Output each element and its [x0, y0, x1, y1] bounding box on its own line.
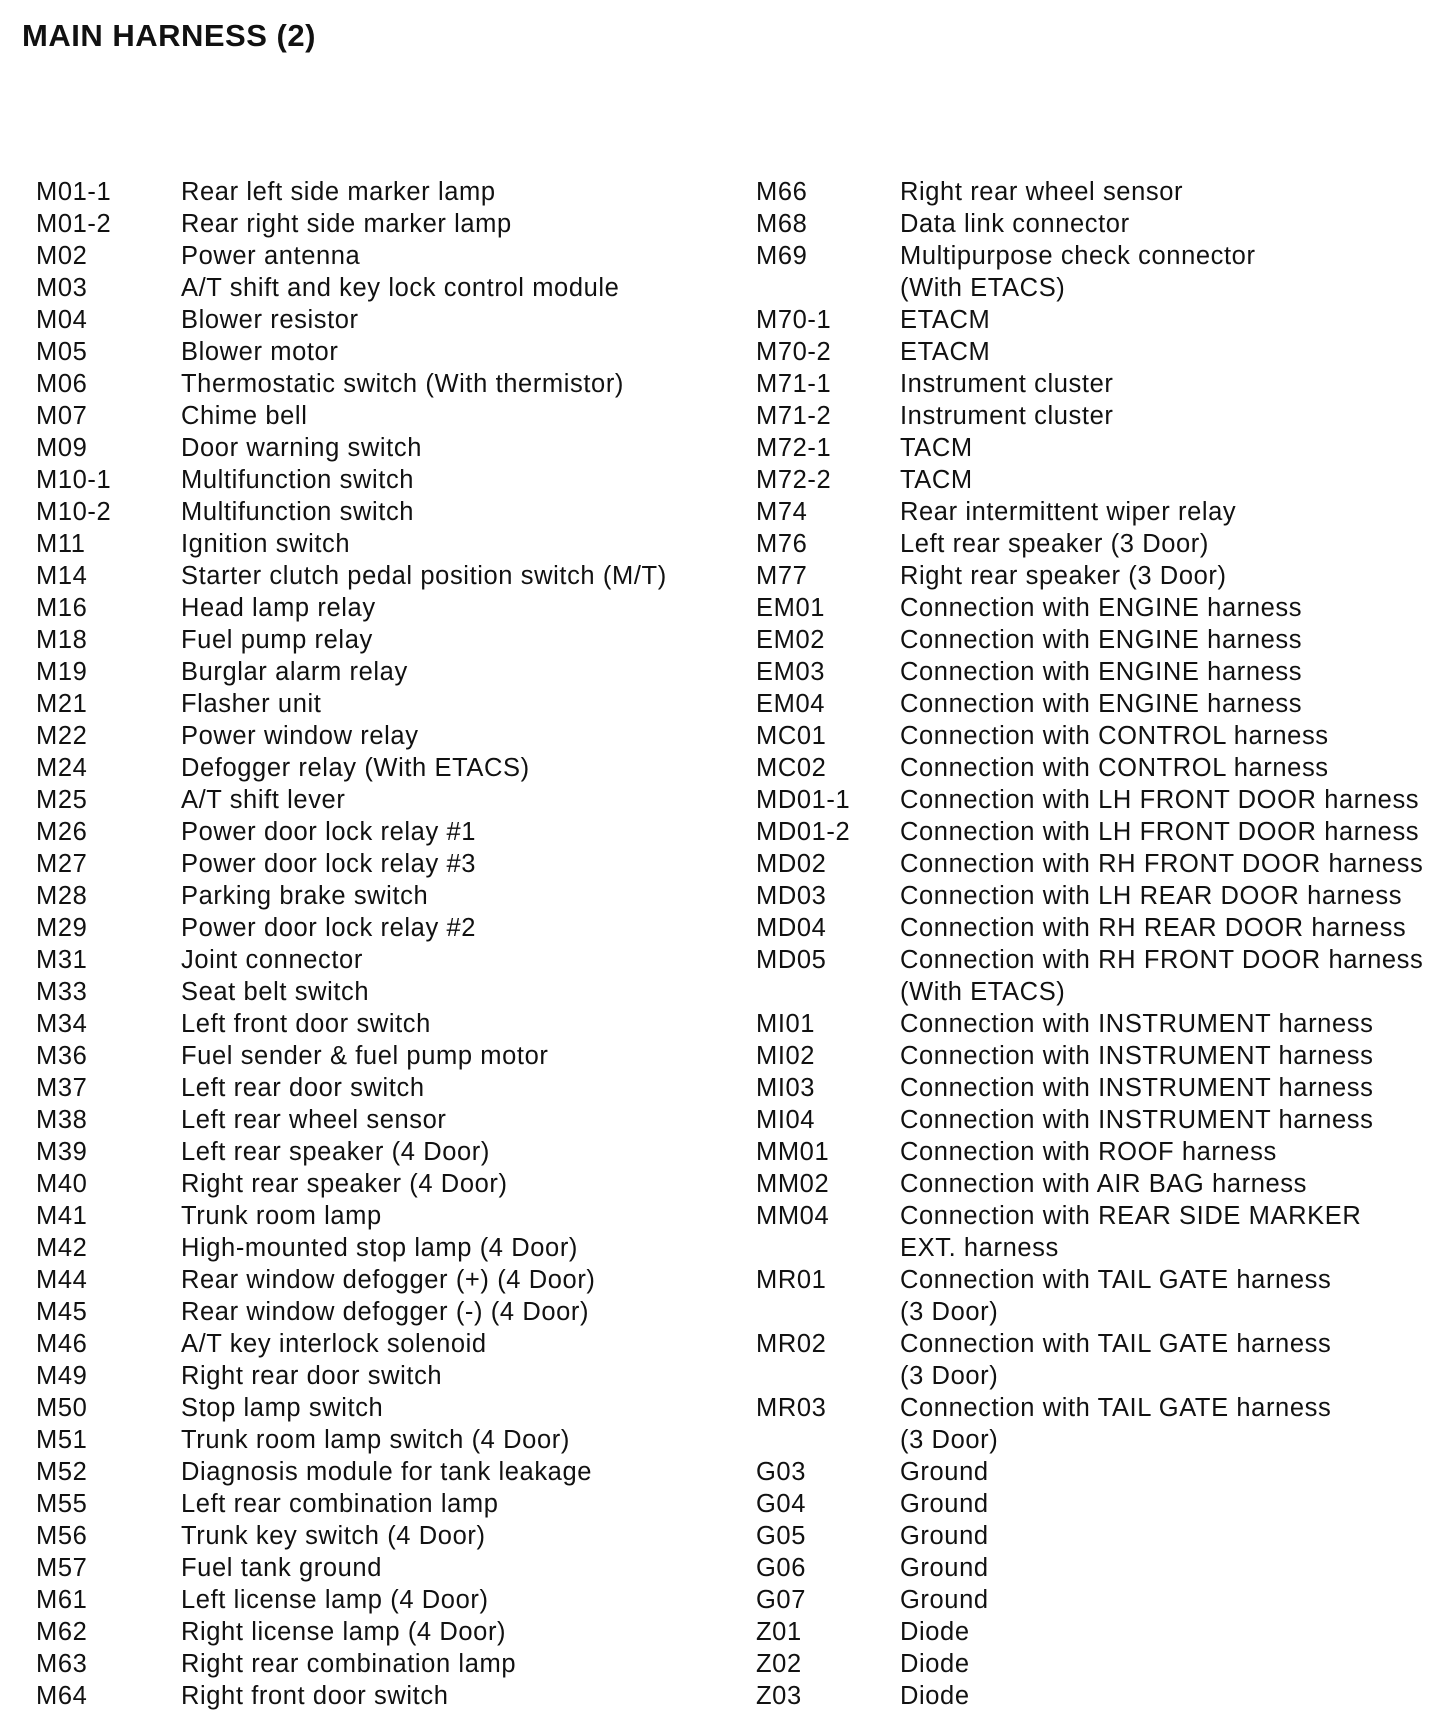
connector-description: Power antenna [181, 242, 361, 270]
connector-row [756, 560, 1446, 592]
connector-row [36, 944, 736, 976]
connector-code: M63 [36, 1650, 88, 1678]
connector-row [36, 1520, 736, 1552]
connector-row [756, 176, 1446, 208]
connector-code: MR02 [756, 1330, 827, 1358]
connector-row [36, 432, 736, 464]
connector-row [36, 1104, 736, 1136]
connector-code: M27 [36, 850, 88, 878]
connector-description: Connection with INSTRUMENT harness [900, 1074, 1374, 1102]
connector-row [756, 400, 1446, 432]
connector-description: TACM [900, 434, 973, 462]
connector-code: M01-2 [36, 210, 112, 238]
connector-row [756, 784, 1446, 816]
connector-description: Flasher unit [181, 690, 322, 718]
right-column-list [756, 176, 1446, 1712]
connector-code: M36 [36, 1042, 88, 1070]
connector-description: Left front door switch [181, 1010, 431, 1038]
connector-description: Thermostatic switch (With thermistor) [181, 370, 625, 398]
connector-description: Ground [900, 1458, 989, 1486]
connector-code: M22 [36, 722, 88, 750]
connector-code: M62 [36, 1618, 88, 1646]
connector-description: Power window relay [181, 722, 419, 750]
connector-description: Defogger relay (With ETACS) [181, 754, 530, 782]
connector-row [36, 720, 736, 752]
connector-code: EM02 [756, 626, 826, 654]
connector-code: MM01 [756, 1138, 830, 1166]
connector-row [756, 1040, 1446, 1072]
connector-row [36, 368, 736, 400]
connector-code: Z02 [756, 1650, 802, 1678]
connector-code: M77 [756, 562, 808, 590]
connector-code: M45 [36, 1298, 88, 1326]
connector-description: Trunk key switch (4 Door) [181, 1522, 486, 1550]
connector-description: Multipurpose check connector [900, 242, 1256, 270]
connector-description: Connection with CONTROL harness [900, 754, 1329, 782]
connector-code: M21 [36, 690, 88, 718]
connector-code: MI04 [756, 1106, 816, 1134]
connector-row [756, 1200, 1446, 1232]
connector-row [36, 688, 736, 720]
connector-description: Multifunction switch [181, 466, 415, 494]
connector-description: Diode [900, 1650, 970, 1678]
connector-description: Joint connector [181, 946, 363, 974]
connector-description: TACM [900, 466, 973, 494]
connector-code: MR01 [756, 1266, 827, 1294]
connector-code: Z01 [756, 1618, 802, 1646]
connector-description: Power door lock relay #1 [181, 818, 477, 846]
connector-description: Ground [900, 1554, 989, 1582]
connector-row [36, 1168, 736, 1200]
connector-description: Connection with ROOF harness [900, 1138, 1277, 1166]
connector-description: High-mounted stop lamp (4 Door) [181, 1234, 579, 1262]
connector-row [36, 464, 736, 496]
connector-description: (3 Door) [900, 1298, 999, 1326]
connector-row [756, 688, 1446, 720]
connector-description: Door warning switch [181, 434, 422, 462]
connector-description: Diagnosis module for tank leakage [181, 1458, 593, 1486]
connector-code: MR03 [756, 1394, 827, 1422]
connector-row [756, 880, 1446, 912]
connector-description: Connection with LH REAR DOOR harness [900, 882, 1403, 910]
connector-code: MD05 [756, 946, 827, 974]
connector-code: G04 [756, 1490, 806, 1518]
connector-row [36, 1360, 736, 1392]
connector-row [756, 976, 1446, 1008]
connector-description: Connection with INSTRUMENT harness [900, 1042, 1374, 1070]
connector-row [36, 1392, 736, 1424]
connector-row [756, 1072, 1446, 1104]
connector-description: Connection with INSTRUMENT harness [900, 1010, 1374, 1038]
connector-description: Blower motor [181, 338, 339, 366]
connector-row [36, 1136, 736, 1168]
connector-code: MC01 [756, 722, 827, 750]
connector-row [36, 784, 736, 816]
connector-code: M56 [36, 1522, 88, 1550]
connector-description: Connection with AIR BAG harness [900, 1170, 1307, 1198]
connector-description: Left license lamp (4 Door) [181, 1586, 489, 1614]
connector-row [756, 752, 1446, 784]
connector-code: M10-2 [36, 498, 112, 526]
connector-description: (With ETACS) [900, 978, 1066, 1006]
connector-description: Left rear wheel sensor [181, 1106, 447, 1134]
connector-code: EM04 [756, 690, 826, 718]
connector-row [756, 368, 1446, 400]
connector-row [756, 304, 1446, 336]
connector-row [756, 464, 1446, 496]
connector-description: Connection with RH REAR DOOR harness [900, 914, 1407, 942]
connector-code: M31 [36, 946, 88, 974]
connector-description: Stop lamp switch [181, 1394, 384, 1422]
connector-row [756, 240, 1446, 272]
connector-code: M26 [36, 818, 88, 846]
connector-row [756, 1328, 1446, 1360]
connector-code: Z03 [756, 1682, 802, 1710]
connector-description: (3 Door) [900, 1362, 999, 1390]
connector-description: Rear window defogger (-) (4 Door) [181, 1298, 590, 1326]
connector-description: Burglar alarm relay [181, 658, 408, 686]
connector-description: Right front door switch [181, 1682, 449, 1710]
connector-row [756, 1680, 1446, 1712]
connector-row [756, 1008, 1446, 1040]
connector-code: M72-2 [756, 466, 832, 494]
connector-row [756, 592, 1446, 624]
connector-description: Connection with LH FRONT DOOR harness [900, 786, 1420, 814]
connector-row [36, 1680, 736, 1712]
connector-row [36, 1040, 736, 1072]
connector-description: Connection with TAIL GATE harness [900, 1330, 1332, 1358]
connector-description: Multifunction switch [181, 498, 415, 526]
connector-row [36, 1264, 736, 1296]
connector-code: M25 [36, 786, 88, 814]
connector-row [36, 208, 736, 240]
connector-description: Connection with CONTROL harness [900, 722, 1329, 750]
connector-description: Right rear speaker (3 Door) [900, 562, 1227, 590]
connector-row [756, 1392, 1446, 1424]
connector-code: M64 [36, 1682, 88, 1710]
connector-code: MC02 [756, 754, 827, 782]
connector-row [756, 528, 1446, 560]
connector-row [36, 1584, 736, 1616]
connector-description: Left rear door switch [181, 1074, 425, 1102]
connector-description: Chime bell [181, 402, 308, 430]
connector-description: Right rear door switch [181, 1362, 443, 1390]
connector-code: M05 [36, 338, 88, 366]
connector-row [756, 816, 1446, 848]
connector-row [36, 336, 736, 368]
connector-code: M16 [36, 594, 88, 622]
connector-row [36, 272, 736, 304]
connector-code: M71-2 [756, 402, 832, 430]
connector-row [36, 848, 736, 880]
connector-row [36, 1232, 736, 1264]
connector-code: M29 [36, 914, 88, 942]
connector-description: Instrument cluster [900, 402, 1114, 430]
connector-description: Rear window defogger (+) (4 Door) [181, 1266, 596, 1294]
connector-row [756, 336, 1446, 368]
connector-row [36, 880, 736, 912]
connector-code: M51 [36, 1426, 88, 1454]
connector-description: Connection with ENGINE harness [900, 658, 1303, 686]
connector-code: M76 [756, 530, 808, 558]
connector-code: M49 [36, 1362, 88, 1390]
connector-row [36, 176, 736, 208]
connector-code: M11 [36, 530, 86, 558]
connector-row [756, 1552, 1446, 1584]
connector-description: Right rear wheel sensor [900, 178, 1184, 206]
connector-description: (3 Door) [900, 1426, 999, 1454]
connector-code: M33 [36, 978, 88, 1006]
connector-code: M18 [36, 626, 88, 654]
connector-code: MI01 [756, 1010, 816, 1038]
connector-code: G05 [756, 1522, 806, 1550]
connector-code: M46 [36, 1330, 88, 1358]
connector-row [36, 1072, 736, 1104]
connector-description: Connection with RH FRONT DOOR harness [900, 946, 1424, 974]
connector-code: M57 [36, 1554, 88, 1582]
connector-row [36, 1456, 736, 1488]
connector-description: Fuel tank ground [181, 1554, 382, 1582]
connector-row [36, 624, 736, 656]
connector-code: M37 [36, 1074, 88, 1102]
connector-description: Data link connector [900, 210, 1130, 238]
connector-code: MM04 [756, 1202, 830, 1230]
connector-description: Parking brake switch [181, 882, 429, 910]
connector-description: Rear left side marker lamp [181, 178, 496, 206]
connector-code: M07 [36, 402, 88, 430]
connector-code: M50 [36, 1394, 88, 1422]
connector-row [756, 848, 1446, 880]
connector-description: A/T key interlock solenoid [181, 1330, 487, 1358]
connector-row [36, 528, 736, 560]
connector-row [36, 1552, 736, 1584]
connector-code: M01-1 [36, 178, 112, 206]
connector-code: M14 [36, 562, 88, 590]
connector-code: M72-1 [756, 434, 832, 462]
connector-row [756, 208, 1446, 240]
connector-row [756, 496, 1446, 528]
connector-description: Power door lock relay #3 [181, 850, 477, 878]
connector-code: M06 [36, 370, 88, 398]
connector-description: A/T shift lever [181, 786, 346, 814]
connector-row [756, 1456, 1446, 1488]
connector-code: M38 [36, 1106, 88, 1134]
connector-row [36, 592, 736, 624]
connector-description: Connection with LH FRONT DOOR harness [900, 818, 1420, 846]
connector-row [756, 1424, 1446, 1456]
connector-code: G07 [756, 1586, 806, 1614]
connector-row [36, 1296, 736, 1328]
connector-code: MI02 [756, 1042, 816, 1070]
connector-row [756, 432, 1446, 464]
connector-row [756, 656, 1446, 688]
connector-code: EM03 [756, 658, 826, 686]
connector-description: Rear intermittent wiper relay [900, 498, 1237, 526]
connector-description: Ignition switch [181, 530, 351, 558]
connector-row [756, 1296, 1446, 1328]
connector-code: MD02 [756, 850, 827, 878]
connector-description: Trunk room lamp [181, 1202, 382, 1230]
connector-code: M71-1 [756, 370, 832, 398]
connector-description: Left rear speaker (3 Door) [900, 530, 1209, 558]
connector-description: Diode [900, 1682, 970, 1710]
connector-code: M03 [36, 274, 88, 302]
connector-row [756, 272, 1446, 304]
connector-description: Ground [900, 1586, 989, 1614]
connector-row [36, 1200, 736, 1232]
connector-code: M52 [36, 1458, 88, 1486]
connector-code: M04 [36, 306, 88, 334]
connector-code: MD04 [756, 914, 827, 942]
connector-code: M09 [36, 434, 88, 462]
connector-row [756, 1168, 1446, 1200]
connector-row [36, 656, 736, 688]
connector-row [756, 1648, 1446, 1680]
connector-code: M61 [36, 1586, 88, 1614]
page-title: MAIN HARNESS (2) [22, 18, 316, 53]
connector-code: M70-1 [756, 306, 832, 334]
connector-row [756, 720, 1446, 752]
connector-description: Left rear combination lamp [181, 1490, 499, 1518]
connector-row [756, 1520, 1446, 1552]
connector-code: M39 [36, 1138, 88, 1166]
connector-code: M19 [36, 658, 88, 686]
connector-description: Connection with RH FRONT DOOR harness [900, 850, 1424, 878]
connector-description: Connection with TAIL GATE harness [900, 1394, 1332, 1422]
connector-code: MD03 [756, 882, 827, 910]
connector-description: ETACM [900, 338, 991, 366]
connector-row [756, 944, 1446, 976]
connector-code: M10-1 [36, 466, 112, 494]
connector-code: M34 [36, 1010, 88, 1038]
connector-row [36, 752, 736, 784]
connector-code: M69 [756, 242, 808, 270]
connector-row [36, 1488, 736, 1520]
connector-row [756, 1616, 1446, 1648]
connector-row [36, 1616, 736, 1648]
connector-code: M02 [36, 242, 88, 270]
connector-row [36, 912, 736, 944]
connector-row [36, 304, 736, 336]
connector-description: Left rear speaker (4 Door) [181, 1138, 490, 1166]
connector-row [756, 1360, 1446, 1392]
connector-code: MI03 [756, 1074, 816, 1102]
connector-description: Fuel sender & fuel pump motor [181, 1042, 549, 1070]
connector-code: M66 [756, 178, 808, 206]
connector-code: M24 [36, 754, 88, 782]
connector-description: Rear right side marker lamp [181, 210, 512, 238]
connector-description: ETACM [900, 306, 991, 334]
connector-row [36, 1424, 736, 1456]
connector-code: M68 [756, 210, 808, 238]
connector-code: G06 [756, 1554, 806, 1582]
connector-description: Connection with ENGINE harness [900, 594, 1303, 622]
connector-row [36, 1328, 736, 1360]
connector-description: EXT. harness [900, 1234, 1059, 1262]
connector-description: Connection with ENGINE harness [900, 626, 1303, 654]
connector-description: Seat belt switch [181, 978, 370, 1006]
connector-description: Trunk room lamp switch (4 Door) [181, 1426, 570, 1454]
connector-code: M44 [36, 1266, 88, 1294]
connector-description: Ground [900, 1490, 989, 1518]
connector-description: Power door lock relay #2 [181, 914, 477, 942]
connector-description: Diode [900, 1618, 970, 1646]
left-column-list [36, 176, 736, 1712]
connector-row [756, 1488, 1446, 1520]
connector-row [36, 976, 736, 1008]
connector-row [756, 1104, 1446, 1136]
connector-description: Right license lamp (4 Door) [181, 1618, 507, 1646]
connector-row [756, 1584, 1446, 1616]
connector-row [36, 1648, 736, 1680]
connector-description: Head lamp relay [181, 594, 376, 622]
connector-row [756, 1232, 1446, 1264]
connector-description: Fuel pump relay [181, 626, 373, 654]
connector-code: M55 [36, 1490, 88, 1518]
connector-description: Connection with ENGINE harness [900, 690, 1303, 718]
connector-description: Starter clutch pedal position switch (M/T) [181, 562, 667, 590]
connector-code: M41 [36, 1202, 88, 1230]
connector-row [756, 1136, 1446, 1168]
connector-row [36, 496, 736, 528]
connector-code: M42 [36, 1234, 88, 1262]
connector-code: MD01-1 [756, 786, 851, 814]
connector-code: M70-2 [756, 338, 832, 366]
connector-code: MM02 [756, 1170, 830, 1198]
connector-code: MD01-2 [756, 818, 851, 846]
connector-row [36, 816, 736, 848]
connector-description: Right rear combination lamp [181, 1650, 517, 1678]
connector-code: EM01 [756, 594, 826, 622]
connector-row [756, 1264, 1446, 1296]
connector-row [36, 240, 736, 272]
connector-code: M74 [756, 498, 808, 526]
connector-description: Right rear speaker (4 Door) [181, 1170, 508, 1198]
connector-description: Connection with TAIL GATE harness [900, 1266, 1332, 1294]
connector-row [36, 400, 736, 432]
connector-row [756, 624, 1446, 656]
connector-row [36, 560, 736, 592]
connector-code: M28 [36, 882, 88, 910]
connector-row [36, 1008, 736, 1040]
connector-description: (With ETACS) [900, 274, 1066, 302]
connector-code: M40 [36, 1170, 88, 1198]
connector-code: G03 [756, 1458, 806, 1486]
connector-description: A/T shift and key lock control module [181, 274, 620, 302]
connector-description: Instrument cluster [900, 370, 1114, 398]
connector-description: Connection with REAR SIDE MARKER [900, 1202, 1362, 1230]
connector-description: Blower resistor [181, 306, 359, 334]
connector-description: Connection with INSTRUMENT harness [900, 1106, 1374, 1134]
connector-description: Ground [900, 1522, 989, 1550]
connector-row [756, 912, 1446, 944]
